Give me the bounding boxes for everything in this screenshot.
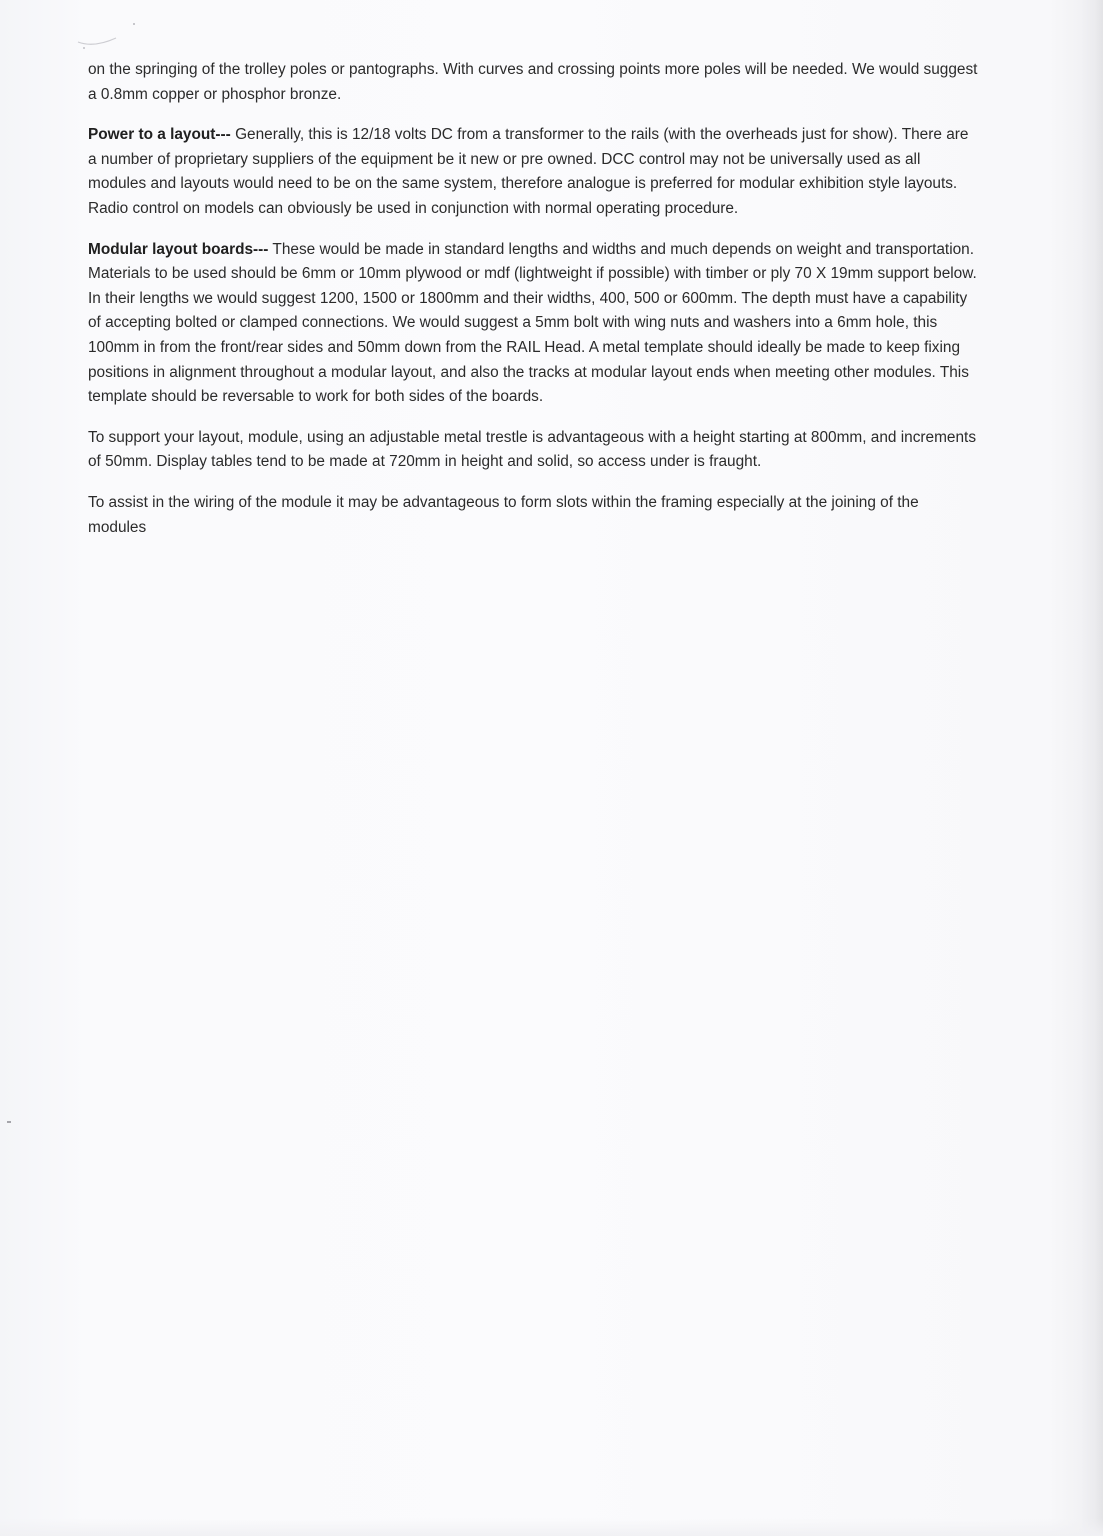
paragraph-lead: Modular layout boards--- — [88, 240, 269, 258]
document-body — [88, 58, 978, 556]
page-bottom-edge-shadow — [0, 1518, 1103, 1536]
paragraph-text: To assist in the wiring of the module it may be advantageous to form slots within the framing especially at the joining of the modules — [88, 493, 919, 536]
paragraph-trestle-support — [88, 426, 978, 475]
page-right-edge-shadow — [1081, 0, 1103, 1536]
scan-edge-mark — [4, 1112, 12, 1132]
paragraph-wiring-slots — [88, 491, 978, 540]
paragraph-modular-boards — [88, 238, 978, 410]
scan-speck-mark — [64, 22, 144, 52]
paragraph-power — [88, 123, 978, 221]
paragraph-text: To support your layout, module, using an adjustable metal trestle is advantageous with a height starting at 800mm, and increments of 50mm. Display tables tend to be made at 720mm in height and solid, so access under is fraught. — [88, 428, 977, 471]
paragraph-text: Generally, this is 12/18 volts DC from a transformer to the rails (with the overheads just for show). There are a number of proprietary suppliers of the equipment be it new or pre owned. DCC control may not be universally used as all modules and layouts would need to be on the same system, therefore analogue is preferred for modular exhibition style layouts. Radio control on models can obviously be used in conjunction with normal operating procedure. — [88, 126, 969, 217]
paragraph-trolley-wire — [88, 58, 978, 107]
paragraph-text: on the springing of the trolley poles or pantographs. With curves and crossing points more poles will be needed. We would suggest a 0.8mm copper or phosphor bronze. — [88, 61, 978, 103]
paragraph-text: These would be made in standard lengths and widths and much depends on weight and transportation. Materials to be used should be 6mm or 10mm plywood or mdf (lightweight if possible) with timber or ply 70 X 19mm support below. In their lengths we would suggest 1200, 1500 or 1800mm and their widths, 400, 500 or 600mm. The depth must have a capability of accepting bolted or clamped connections. We would suggest a 5mm bolt with wing nuts and washers into a 6mm hole, this 100mm in from the front/rear sides and 50mm down from the RAIL Head. A metal template should ideally be made to keep fixing positions in alignment throughout a modular layout, and also the tracks at modular layout ends when meeting other modules. This template should be reversable to work for both sides of the boards. — [88, 240, 977, 406]
paragraph-lead: Power to a layout--- — [88, 126, 231, 144]
